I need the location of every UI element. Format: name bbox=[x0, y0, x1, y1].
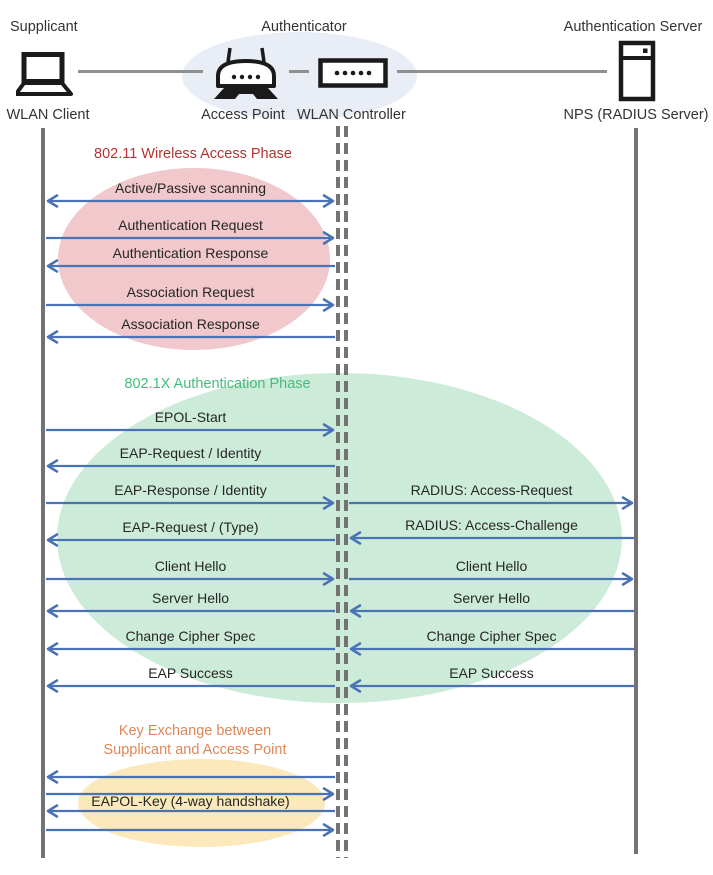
device-label-wlan-controller: WLAN Controller bbox=[297, 107, 406, 123]
laptop-icon bbox=[16, 52, 74, 103]
device-label-access-point: Access Point bbox=[201, 107, 285, 123]
actor-role-authenticator: Authenticator bbox=[261, 19, 347, 35]
connector-line-client-ap bbox=[78, 70, 203, 73]
phase-title-802-1x: 802.1X Authentication Phase bbox=[124, 376, 311, 392]
message-label: Authentication Response bbox=[112, 245, 269, 261]
message-arrow bbox=[46, 572, 335, 586]
message-label: EAP Success bbox=[148, 665, 233, 681]
message-label: EAP-Request / (Type) bbox=[122, 519, 259, 535]
message-arrow bbox=[46, 298, 335, 312]
wlan-controller-icon bbox=[318, 58, 388, 93]
message-arrow bbox=[46, 642, 335, 656]
message-arrow bbox=[46, 770, 335, 784]
message-label: Active/Passive scanning bbox=[115, 180, 266, 196]
phase-title-key-exchange-line1: Key Exchange between bbox=[118, 723, 272, 739]
server-icon bbox=[618, 40, 656, 107]
message-label: EAP Success bbox=[449, 665, 534, 681]
message-arrow bbox=[46, 259, 335, 273]
device-label-nps-server: NPS (RADIUS Server) bbox=[563, 107, 709, 123]
message-arrow bbox=[349, 496, 634, 510]
access-point-icon bbox=[213, 46, 279, 107]
message-label: EAP-Response / Identity bbox=[114, 482, 267, 498]
message-label: Server Hello bbox=[452, 590, 531, 606]
message-arrow bbox=[349, 531, 634, 545]
actor-role-auth-server: Authentication Server bbox=[563, 19, 703, 35]
message-arrow bbox=[46, 679, 335, 693]
phase-title-802-11: 802.11 Wireless Access Phase bbox=[94, 146, 292, 162]
phase-title-key-exchange-line2: Supplicant and Access Point bbox=[103, 742, 287, 758]
message-arrow bbox=[46, 823, 335, 837]
phase-title-key-exchange bbox=[75, 722, 315, 760]
actor-role-supplicant: Supplicant bbox=[10, 19, 78, 35]
message-arrow bbox=[46, 231, 335, 245]
device-label-wlan-client: WLAN Client bbox=[6, 107, 90, 123]
message-label: RADIUS: Access-Challenge bbox=[405, 517, 578, 533]
message-arrow bbox=[349, 572, 634, 586]
message-arrow bbox=[46, 330, 335, 344]
lifeline-wlan-client bbox=[41, 128, 45, 858]
lifeline-wlan-controller-dashed-2 bbox=[344, 126, 348, 858]
message-label: Server Hello bbox=[151, 590, 230, 606]
message-arrow bbox=[46, 194, 335, 208]
message-arrow bbox=[349, 679, 634, 693]
lifeline-nps-server bbox=[634, 128, 638, 854]
connector-line-ap-controller bbox=[289, 70, 309, 73]
message-label: RADIUS: Access-Request bbox=[410, 482, 573, 498]
message-label: EPOL-Start bbox=[154, 409, 227, 425]
lifeline-wlan-controller-dashed-1 bbox=[336, 126, 340, 858]
message-label: Client Hello bbox=[154, 558, 227, 574]
message-arrow bbox=[46, 533, 335, 547]
message-label: Change Cipher Spec bbox=[125, 628, 256, 644]
message-arrow bbox=[46, 496, 335, 510]
message-label: Change Cipher Spec bbox=[426, 628, 557, 644]
message-label: EAP-Request / Identity bbox=[119, 445, 262, 461]
message-arrow bbox=[46, 423, 335, 437]
message-arrow bbox=[46, 459, 335, 473]
message-label: Client Hello bbox=[455, 558, 528, 574]
message-arrow bbox=[349, 604, 634, 618]
message-label: Association Response bbox=[121, 316, 260, 332]
message-label: Association Request bbox=[126, 284, 255, 300]
connector-line-controller-server bbox=[397, 70, 607, 73]
message-arrow bbox=[46, 604, 335, 618]
message-label: Authentication Request bbox=[118, 217, 263, 233]
message-label: EAPOL-Key (4-way handshake) bbox=[91, 793, 290, 809]
message-arrow bbox=[349, 642, 634, 656]
